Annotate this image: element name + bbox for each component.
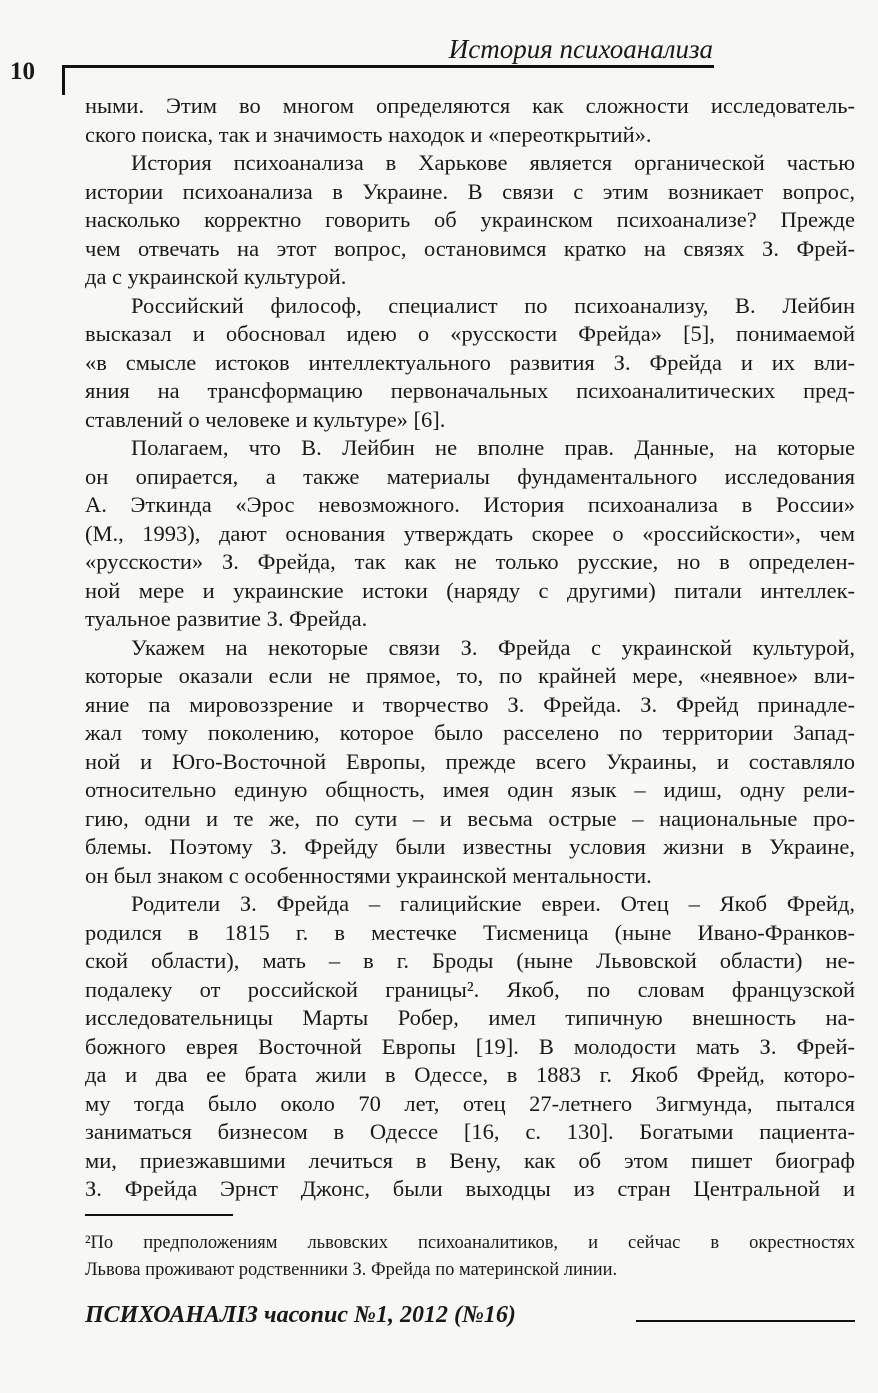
text-line: гию, одни и те же, по сути – и весьма острые – национальные про- xyxy=(85,805,855,831)
text-line: блемы. Поэтому З. Фрейду были известны условия жизни в Украине, xyxy=(85,834,855,859)
text-line: ской области), мать – в г. Броды (ныне Львовской области) не- xyxy=(85,948,855,973)
text-line: жал тому поколению, которое было расселено по территории Запад- xyxy=(85,720,855,745)
text-line: «русскости» З. Фрейда, так как не только русские, но в определен- xyxy=(85,549,855,574)
text-line: которые оказали если не прямое, то, по крайней мере, «неявное» вли- xyxy=(85,663,855,688)
body-text xyxy=(85,92,855,1204)
text-line: Укажем на некоторые связи З. Фрейда с украинской культурой, xyxy=(131,634,855,660)
text-line: ной мере и украинские истоки (наряду с другими) питали интеллек- xyxy=(85,577,855,603)
text-line: А. Эткинда «Эрос невозможного. История психоанализа в России» xyxy=(85,492,855,517)
text-line: он опирается, а также материалы фундаментального исследования xyxy=(85,463,855,489)
header-vertical-rule xyxy=(62,65,65,95)
text-line: подалеку от российской границы². Якоб, по словам французской xyxy=(85,976,855,1002)
footer-rule xyxy=(636,1320,855,1322)
text-line: ми, приезжавшими лечиться в Вену, как об этом пишет биограф xyxy=(85,1147,855,1173)
text-line: Российский философ, специалист по психоанализу, В. Лейбин xyxy=(131,292,855,318)
text-line: божного еврея Восточной Европы [19]. В молодости мать З. Фрей- xyxy=(85,1033,855,1059)
text-line: заниматься бизнесом в Одессе [16, с. 130]. Богатыми пациента- xyxy=(85,1119,855,1144)
footnote-line: Львова проживают родственники З. Фрейда по материнской линии. xyxy=(85,1260,618,1280)
paragraph xyxy=(85,292,855,435)
paragraph xyxy=(85,149,855,292)
paragraph xyxy=(85,634,855,891)
text-line: родился в 1815 г. в местечке Тисменица (ныне Ивано-Франков- xyxy=(85,919,855,945)
text-line: ной и Юго-Восточной Европы, прежде всего Украины, и составляло xyxy=(85,748,855,774)
running-title: История психоанализа xyxy=(448,34,713,64)
text-line: относительно единую общность, имея один язык – идиш, одну рели- xyxy=(85,777,855,802)
paragraph xyxy=(85,434,855,634)
text-line: да и два ее брата жили в Одессе, в 1883 г. Якоб Фрейд, которо- xyxy=(85,1062,855,1087)
header-rule xyxy=(62,65,714,68)
text-line: истории психоанализа в Украине. В связи с этим возникает вопрос, xyxy=(85,178,855,204)
text-line: История психоанализа в Харькове является органической частью xyxy=(131,150,855,175)
journal-footer: ПСИХОАНАЛІЗ часопис №1, 2012 (№16) xyxy=(85,1302,516,1328)
footnote xyxy=(85,1230,855,1284)
paragraph xyxy=(85,92,855,149)
text-line: ными. Этим во многом определяются как сложности исследователь- xyxy=(85,93,855,118)
text-line: ского поиска, так и значимость находок и «переоткрытий». xyxy=(85,121,652,147)
paragraph xyxy=(85,890,855,1204)
text-line: чем отвечать на этот вопрос, остановимся кратко на связях З. Фрей- xyxy=(85,235,855,261)
text-line: насколько корректно говорить об украинском психоанализе? Прежде xyxy=(85,207,855,232)
text-line: Родители З. Фрейда – галицийские евреи. Отец – Якоб Фрейд, xyxy=(131,891,855,916)
footnote-line: ²По предположениям львовских психоаналитиков, и сейчас в окрестностях xyxy=(85,1233,855,1253)
footnote-rule xyxy=(85,1214,233,1216)
text-line: яние па мировоззрение и творчество З. Фрейда. З. Фрейд принадле- xyxy=(85,691,855,717)
text-line: да с украинской культурой. xyxy=(85,264,347,289)
text-line: (М., 1993), дают основания утверждать скорее о «российскости», чем xyxy=(85,520,855,546)
text-line: Полагаем, что В. Лейбин не вполне прав. Данные, на которые xyxy=(131,435,855,460)
text-line: яния на трансформацию первоначальных психоаналитических пред- xyxy=(85,378,855,403)
text-line: ставлений о человеке и культуре» [6]. xyxy=(85,406,446,432)
text-line: он был знаком с особенностями украинской ментальности. xyxy=(85,862,652,888)
text-line: высказал и обосновал идею о «русскости Фрейда» [5], понимаемой xyxy=(85,321,855,346)
text-line: исследовательницы Марты Робер, имел типичную внешность на- xyxy=(85,1005,855,1030)
text-line: З. Фрейда Эрнст Джонс, были выходцы из стран Центральной и xyxy=(85,1176,855,1201)
page-number: 10 xyxy=(10,58,35,85)
text-line: му тогда было около 70 лет, отец 27-летнего Зигмунда, пытался xyxy=(85,1090,855,1116)
text-line: «в смысле истоков интеллектуального развития З. Фрейда и их вли- xyxy=(85,349,855,375)
text-line: туальное развитие З. Фрейда. xyxy=(85,606,368,631)
